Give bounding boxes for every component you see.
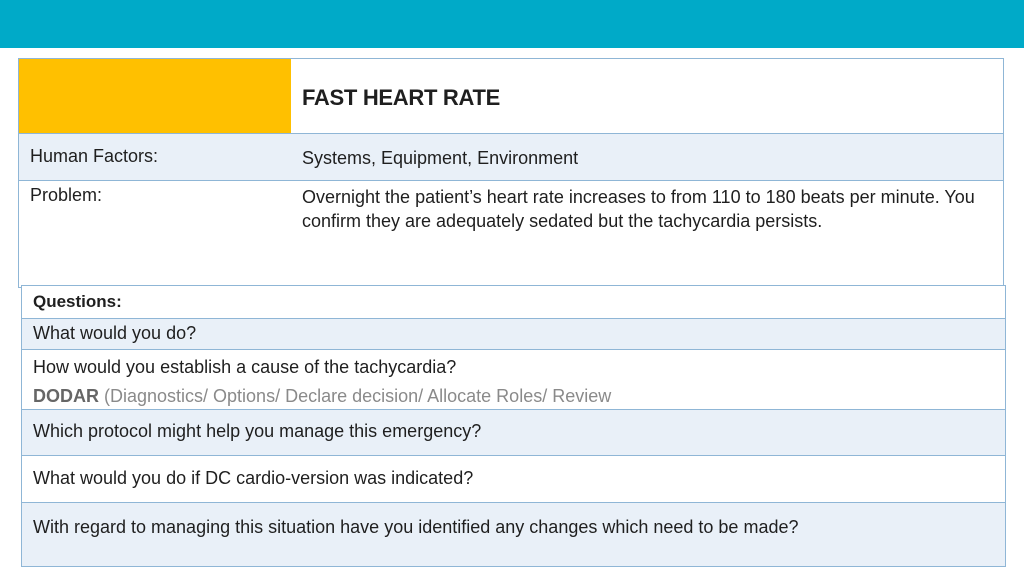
question-text: Which protocol might help you manage this emergency? — [33, 421, 482, 441]
top-banner — [0, 0, 1024, 48]
dodar-acronym: DODAR — [33, 386, 99, 406]
question-text: What would you do if DC cardio-version was indicated? — [33, 468, 474, 488]
page-title: FAST HEART RATE — [302, 85, 500, 110]
problem-row — [19, 181, 1003, 287]
dodar-expansion: (Diagnostics/ Options/ Declare decision/ Allocate Roles/ Review — [99, 386, 612, 406]
question-text: What would you do? — [33, 323, 197, 343]
color-swatch — [19, 59, 291, 133]
scenario-table — [18, 58, 1004, 288]
title-row — [19, 59, 1003, 134]
human-factors-label: Human Factors: — [30, 146, 159, 166]
questions-table — [21, 285, 1006, 567]
human-factors-row — [19, 134, 1003, 181]
question-row — [22, 503, 1005, 566]
question-row — [22, 319, 1005, 350]
dodar-note — [33, 386, 611, 407]
question-text: How would you establish a cause of the tachycardia? — [33, 357, 457, 377]
question-row — [22, 350, 1005, 410]
problem-text: Overnight the patient’s heart rate increases to from 110 to 180 beats per minute. You confirm they are adequately sedated but the tachycardia persists. — [302, 187, 975, 231]
question-row — [22, 410, 1005, 456]
problem-label: Problem: — [30, 185, 103, 205]
human-factors-value: Systems, Equipment, Environment — [302, 148, 579, 168]
questions-header-row — [22, 286, 1005, 319]
questions-heading: Questions: — [33, 292, 122, 311]
question-row — [22, 456, 1005, 503]
question-text: With regard to managing this situation have you identified any changes which need to be made? — [33, 517, 799, 537]
